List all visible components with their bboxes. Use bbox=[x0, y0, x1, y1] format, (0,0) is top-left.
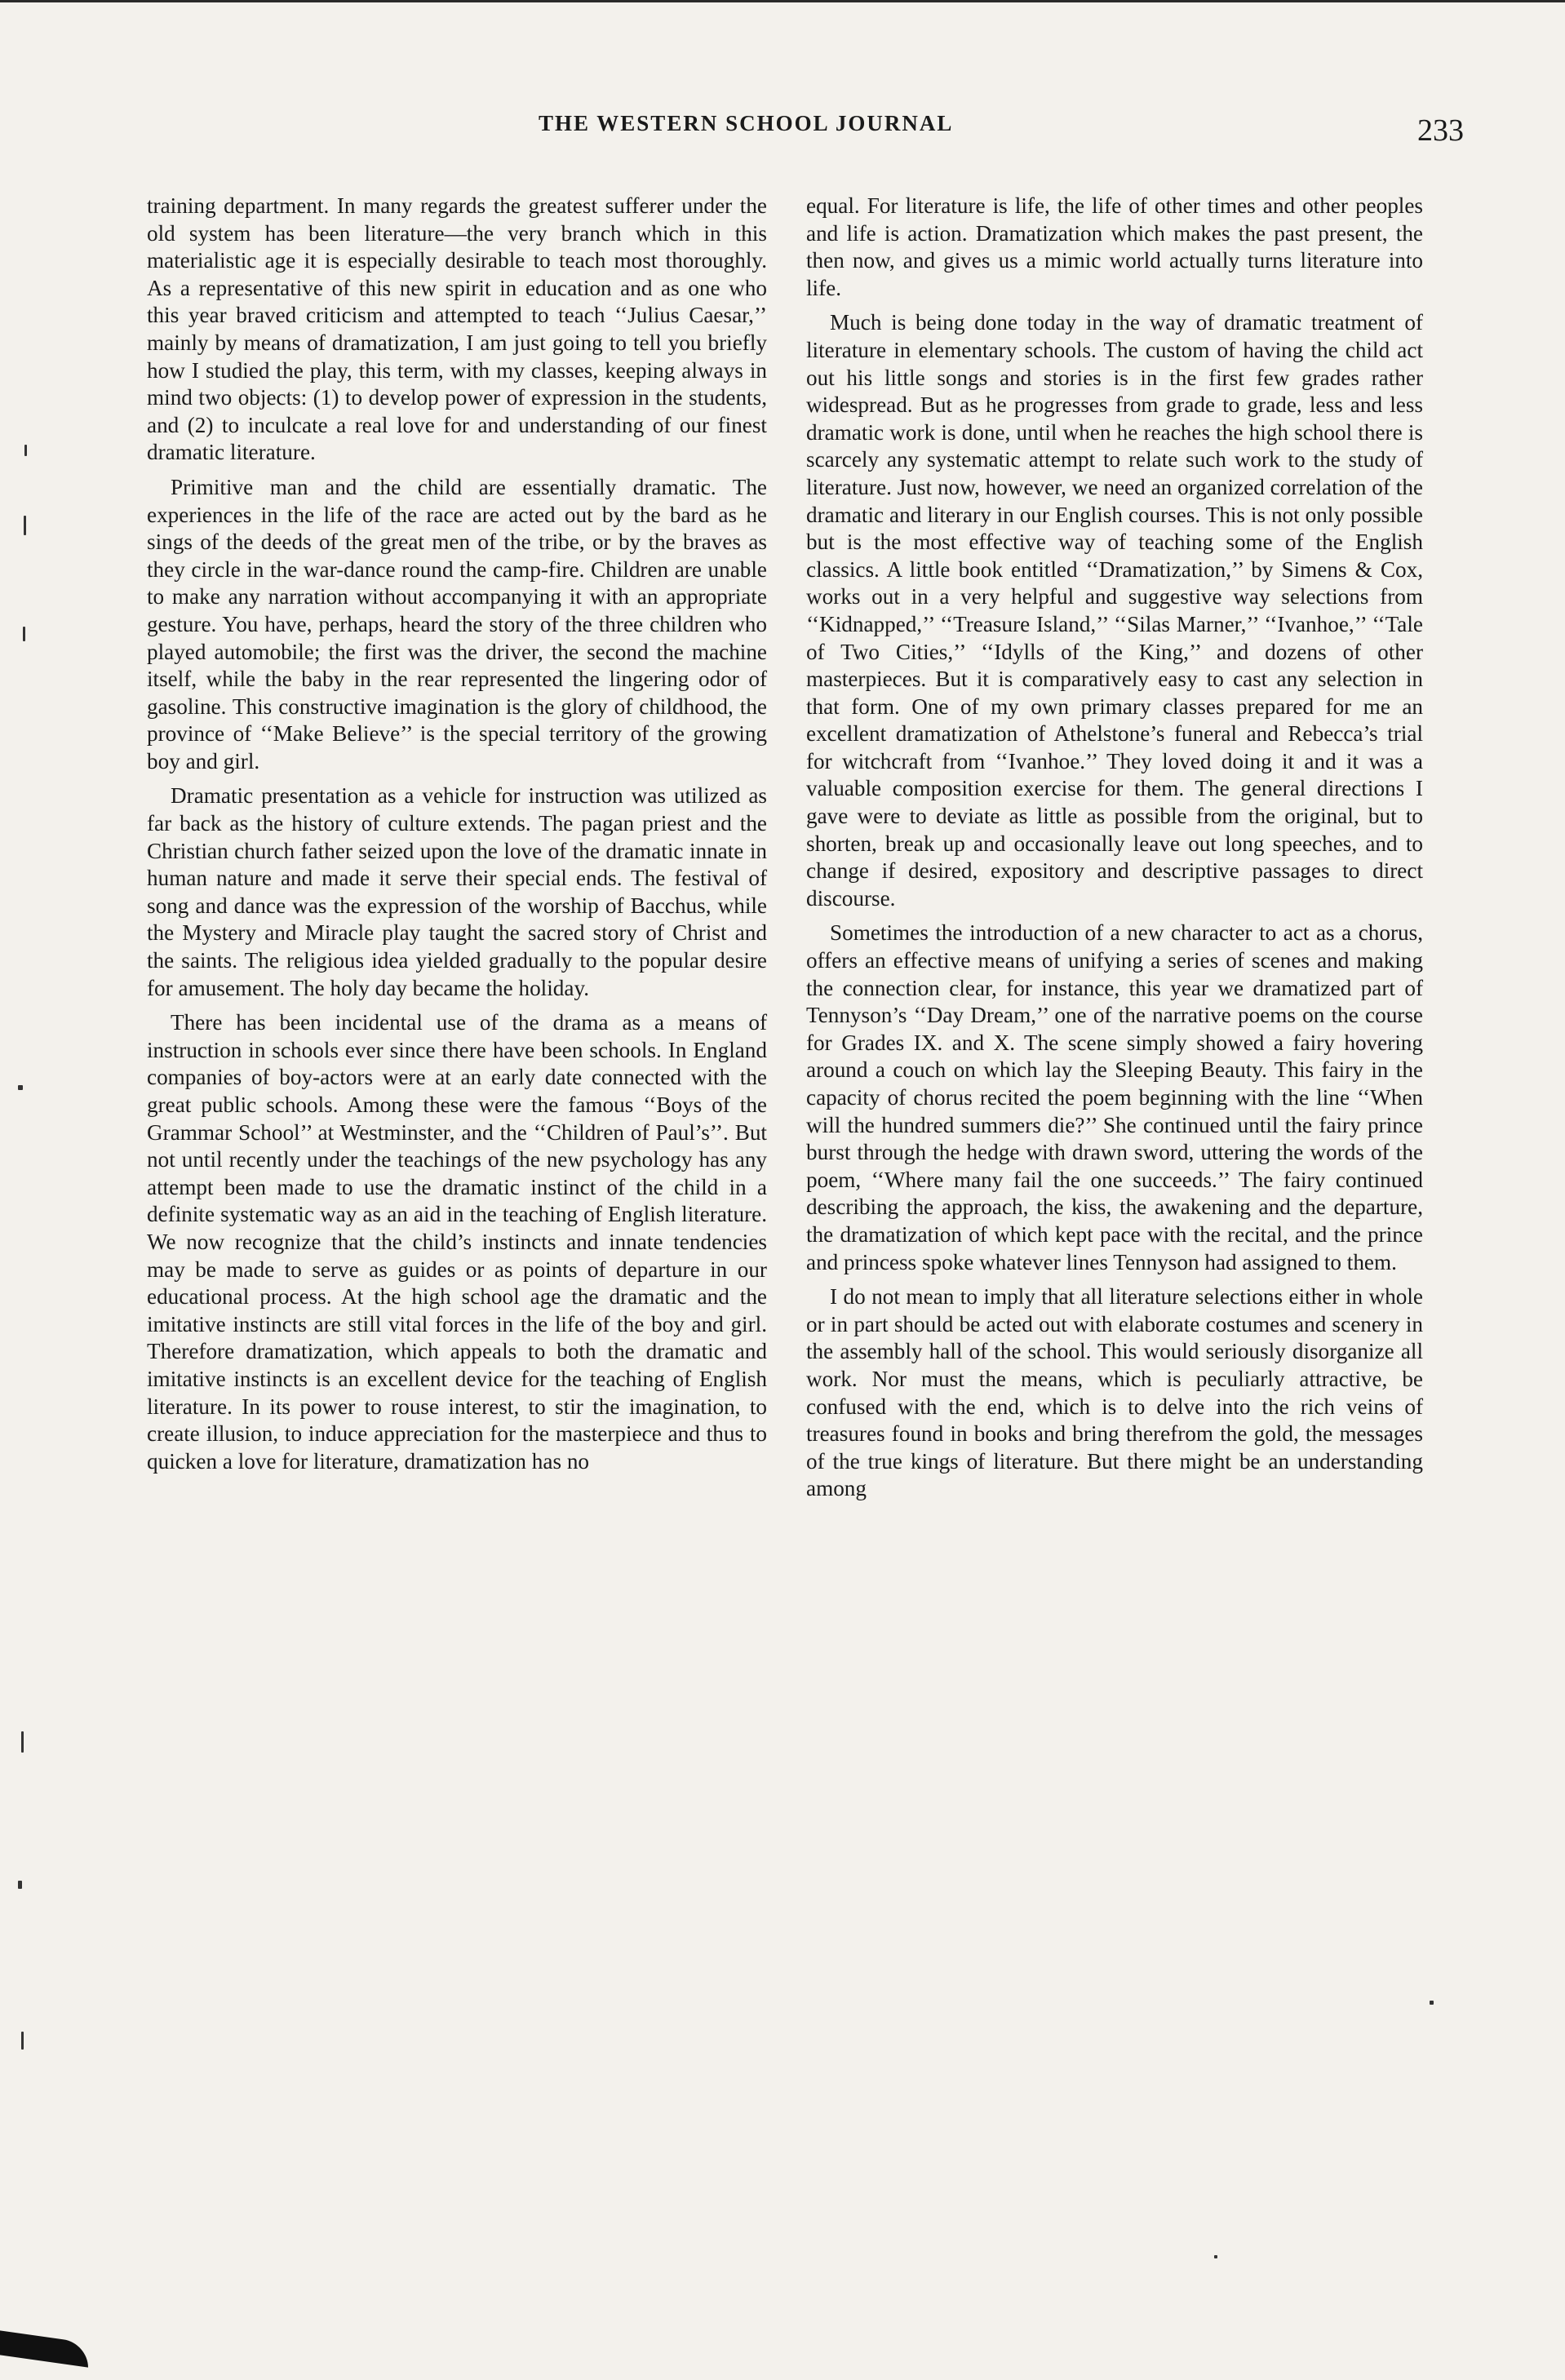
paragraph: equal. For literature is life, the life of other times and other peoples and life is action. Dramatization which makes the past present, the then now, and gives us a mimic world actually turns literature into life. bbox=[806, 193, 1423, 300]
paragraph: Sometimes the introduction of a new character to act as a chorus, offers an effective means of unifying a series of scenes and making the connection clear, for instance, this year we dramatized part of Tennyson’s ‘‘Day Dream,’’ one of the narrative poems on the course for Grades IX. and X. The scene simply showed a fairy hovering around a couch on which lay the Sleeping Beauty. This fairy in the capacity of chorus recited the poem beginning with the line ‘‘When will the hundred summers die?’’ She continued until the fairy prince burst through the hedge with drawn sword, uttering the words of the poem, ‘‘Where many fail the one succeeds.’’ The fairy continued describing the approach, the kiss, the awakening and the departure, the dramatization of which kept pace with the recital, and the prince and princess spoke whatever lines Tennyson had assigned to them. bbox=[806, 920, 1423, 1274]
scan-mark bbox=[24, 445, 27, 456]
scan-mark bbox=[1214, 2255, 1217, 2258]
left-column bbox=[147, 193, 767, 1483]
top-border-rule bbox=[0, 0, 1565, 2]
paragraph: Dramatic presentation as a vehicle for instruction was utilized as far back as the history of culture extends. The pagan priest and the Christian church father seized upon the love of the dramatic innate in human nature and made it serve their special ends. The festival of song and dance was the expression of the worship of Bacchus, while the Mystery and Miracle play taught the sacred story of Christ and the saints. The religious idea yielded gradually to the popular desire for amusement. The holy day became the holiday. bbox=[147, 783, 767, 1000]
paragraph: There has been incidental use of the drama as a means of instruction in schools ever since there have been schools. In England companies of boy-actors were at an early date connected with the great public schools. Among these were the famous ‘‘Boys of the Grammar School’’ at Westminster, and the ‘‘Children of Paul’s’’. But not until recently under the teachings of the new psychology has any attempt been made to use the dramatic instinct of the child in a definite systematic way as an aid in the teaching of English literature. We now recognize that the child’s instincts and innate tendencies may be made to serve as guides or as points of departure in our educational process. At the high school age the dramatic and the imitative instincts are still vital forces in the life of the boy and girl. Therefore dramatization, which appeals to both the dramatic and imitative instincts is an excellent device for the teaching of English literature. In its power to rouse interest, to stir the imagination, to create illusion, to induce appreciation for the masterpiece and thus to quicken a love for literature, dramatization has no bbox=[147, 1010, 767, 1474]
scan-mark bbox=[21, 2032, 24, 2050]
scan-smudge bbox=[0, 2330, 88, 2367]
paragraph: training department. In many regards the greatest sufferer under the old system has been literature—the very branch which in this materialistic age it is especially desirable to teach most thoroughly. As a representative of this new spirit in education and as one who this year braved criticism and attempted to teach ‘‘Julius Caesar,’’ mainly by means of dramatization, I am just going to tell you briefly how I studied the play, this term, with my classes, keeping always in mind two objects: (1) to develop power of expression in the students, and (2) to inculcate a real love for and understanding of our finest dramatic literature. bbox=[147, 193, 767, 465]
paragraph: I do not mean to imply that all literature selections either in whole or in part should be acted out with elaborate costumes and scenery in the assembly hall of the school. This would seriously disorganize all work. Nor must the means, which is peculiarly attractive, be confused with the end, which is to delve into the rich veins of treasures found in books and bring therefrom the gold, the messages of the true kings of literature. But there might be an understanding among bbox=[806, 1284, 1423, 1501]
paragraph: Much is being done today in the way of dramatic treatment of literature in elementary schools. The custom of having the child act out his little songs and stories is in the first few grades rather widespread. But as he progresses from grade to grade, less and less dramatic work is done, until when he reaches the high school there is scarcely any systematic attempt to relate such work to the study of literature. Just now, however, we need an organized correlation of the dramatic and literary in our English courses. This is not only possible but is the most effective way of teaching some of the English classics. A little book entitled ‘‘Dramatization,’’ by Simens & Cox, works out in a very helpful and suggestive way selections from ‘‘Kidnapped,’’ ‘‘Treasure Island,’’ ‘‘Silas Marner,’’ ‘‘Ivanhoe,’’ ‘‘Tale of Two Cities,’’ ‘‘Idylls of the King,’’ and dozens of other masterpieces. But it is comparatively easy to cast any selection in that form. One of my own primary classes prepared for me an excellent dramatization of Athelstone’s funeral and Rebecca’s trial for witchcraft from ‘‘Ivanhoe.’’ They loved doing it and it was a valuable composition exercise for them. The general directions I gave were to deviate as little as possible from the original, but to shorten, break up and occasionally leave out long speeches, and to change if desired, expository and descriptive passages to direct discourse. bbox=[806, 310, 1423, 911]
scan-mark bbox=[24, 516, 26, 535]
paragraph: Primitive man and the child are essentially dramatic. The experiences in the life of the race are acted out by the bard as he sings of the deeds of the great men of the tribe, or by the braves as they circle in the war-dance round the camp-fire. Children are unable to make any narration without accompanying it with an appropriate gesture. You have, perhaps, heard the story of the three children who played automobile; the first was the driver, the second the machine itself, while the baby in the rear represented the lingering odor of gasoline. This constructive imagination is the glory of childhood, the province of ‘‘Make Believe’’ is the special territory of the growing boy and girl. bbox=[147, 474, 767, 773]
scan-mark bbox=[23, 627, 25, 641]
scan-mark bbox=[18, 1085, 23, 1090]
running-head: THE WESTERN SCHOOL JOURNAL bbox=[539, 111, 954, 135]
scan-mark bbox=[21, 1731, 24, 1753]
scan-mark bbox=[1430, 2001, 1434, 2005]
right-column bbox=[806, 193, 1423, 1510]
scan-mark bbox=[18, 1881, 22, 1889]
page-number: 233 bbox=[1417, 113, 1464, 148]
